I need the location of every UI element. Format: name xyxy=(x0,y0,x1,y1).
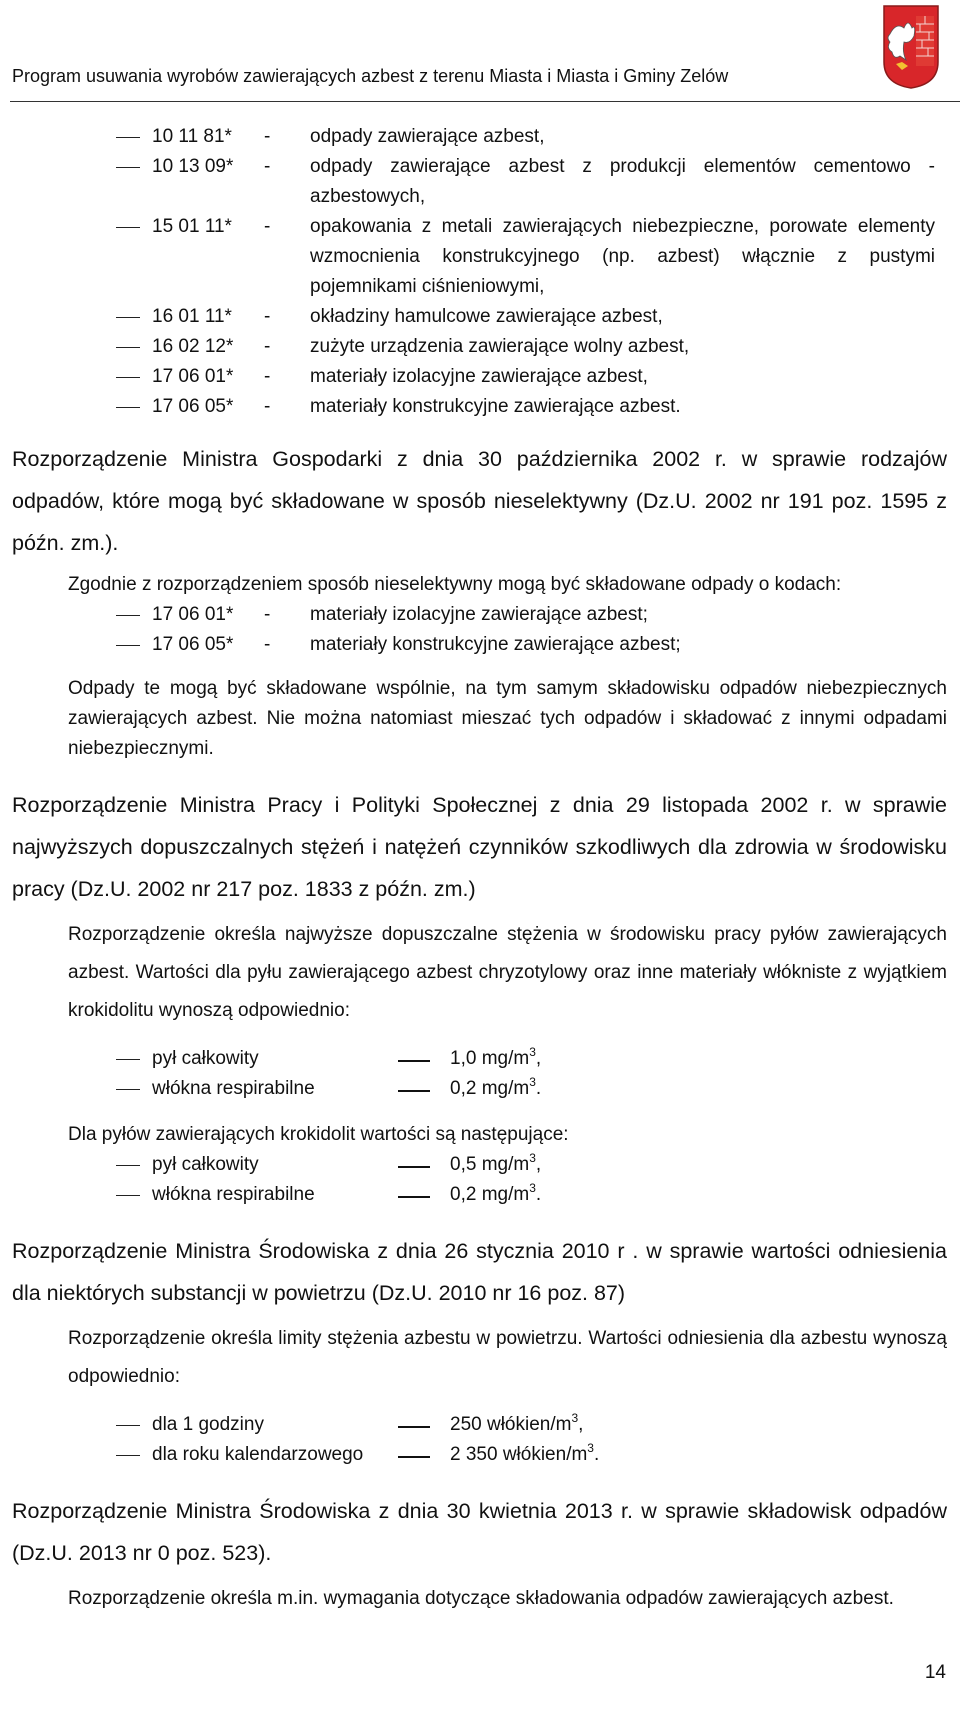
bullet-dash xyxy=(116,1044,152,1074)
list-item: 17 06 01* - materiały izolacyjne zawierające azbest, xyxy=(12,362,947,392)
bullet-dash xyxy=(116,302,152,332)
list-item: 10 11 81* - odpady zawierające azbest, xyxy=(12,122,947,152)
list-item: 15 01 11* - opakowania z metali zawierających niebezpieczne, porowate elementy wzmocnienia konstrukcyjnego (np. azbest) włącznie z pustymi pojemnikami ciśnieniowymi, xyxy=(12,212,947,302)
em-dash xyxy=(398,1410,450,1440)
list-item: 17 06 05* - materiały konstrukcyjne zawierające azbest. xyxy=(12,392,947,422)
coat-of-arms-icon xyxy=(882,4,940,90)
value-row: włókna respirabilne 0,2 $mg/m^3$. xyxy=(12,1074,947,1104)
paragraph: Rozporządzenie określa najwyższe dopuszczalne stężenia w środowisku pracy pyłów zawierających azbest. Wartości dla pyłu zawierającego azbest chryzotylowy oraz inne materiały włókniste z wyjątkiem krokidolitu wynoszą odpowiednio: xyxy=(68,924,947,1021)
value-row: pył całkowity 0,5 $mg/m^3$, xyxy=(12,1150,947,1180)
value-row: pył całkowity 1,0 $mg/m^3$, xyxy=(12,1044,947,1074)
value-row: dla roku kalendarzowego 2 350 włókien/$m^3$. xyxy=(12,1440,947,1470)
value-row: włókna respirabilne 0,2 $mg/m^3$. xyxy=(12,1180,947,1210)
bullet-dash xyxy=(116,1150,152,1180)
bullet-dash xyxy=(116,122,152,152)
em-dash xyxy=(398,1440,450,1470)
list-item: 16 02 12* - zużyte urządzenia zawierające wolny azbest, xyxy=(12,332,947,362)
em-dash xyxy=(398,1150,450,1180)
bullet-dash xyxy=(116,362,152,392)
regulation-heading: Rozporządzenie Ministra Pracy i Polityki Społecznej z dnia 29 listopada 2002 r. w sprawie najwyższych dopuszczalnych stężeń i natężeń czynników szkodliwych dla zdrowia w środowisku pracy (Dz.U. 2002 nr 217 poz. 1833 z późn. zm.) xyxy=(12,793,947,901)
em-dash xyxy=(398,1180,450,1210)
regulation-heading: Rozporządzenie Ministra Środowiska z dnia 30 kwietnia 2013 r. w sprawie składowisk odpadów (Dz.U. 2013 nr 0 poz. 523). xyxy=(12,1499,947,1565)
bullet-dash xyxy=(116,1074,152,1104)
list-item: 17 06 05* - materiały konstrukcyjne zawierające azbest; xyxy=(12,630,947,660)
page-header xyxy=(0,0,960,106)
page-number: 14 xyxy=(924,1662,946,1683)
document-title: Program usuwania wyrobów zawierających azbest z terenu Miasta i Miasta i Gminy Zelów xyxy=(12,66,729,86)
header-divider xyxy=(10,101,960,102)
paragraph: Zgodnie z rozporządzeniem sposób nieselektywny mogą być składowane odpady o kodach: xyxy=(68,574,842,595)
paragraph: Odpady te mogą być składowane wspólnie, na tym samym składowisku odpadów niebezpiecznych zawierających azbest. Nie można natomiast mieszać tych odpadów i składować z innymi odpadami niebezpiecznymi. xyxy=(68,678,947,759)
list-item: 17 06 01* - materiały izolacyjne zawierające azbest; xyxy=(12,600,947,630)
paragraph: Rozporządzenie określa limity stężenia azbestu w powietrzu. Wartości odniesienia dla azbestu wynoszą odpowiednio: xyxy=(68,1328,947,1387)
paragraph: Rozporządzenie określa m.in. wymagania dotyczące składowania odpadów zawierających azbest. xyxy=(68,1588,894,1609)
bullet-dash xyxy=(116,600,152,630)
bullet-dash xyxy=(116,152,152,182)
em-dash xyxy=(398,1044,450,1074)
regulation-heading: Rozporządzenie Ministra Środowiska z dnia 26 stycznia 2010 r . w sprawie wartości odniesienia dla niektórych substancji w powietrzu (Dz.U. 2010 nr 16 poz. 87) xyxy=(12,1239,947,1305)
bullet-dash xyxy=(116,1180,152,1210)
page-content xyxy=(12,122,947,1618)
bullet-dash xyxy=(116,630,152,660)
bullet-dash xyxy=(116,1440,152,1470)
bullet-dash xyxy=(116,212,152,242)
bullet-dash xyxy=(116,332,152,362)
waste-code-list xyxy=(12,600,947,660)
list-item: 10 13 09* - odpady zawierające azbest z produkcji elementów cementowo - azbestowych, xyxy=(12,152,947,212)
bullet-dash xyxy=(116,392,152,422)
value-row: dla 1 godziny 250 włókien/$m^3$, xyxy=(12,1410,947,1440)
paragraph: Dla pyłów zawierających krokidolit wartości są następujące: xyxy=(68,1124,569,1145)
em-dash xyxy=(398,1074,450,1104)
regulation-heading: Rozporządzenie Ministra Gospodarki z dnia 30 października 2002 r. w sprawie rodzajów odpadów, które mogą być składowane w sposób nieselektywny (Dz.U. 2002 nr 191 poz. 1595 z późn. zm.). xyxy=(12,447,947,555)
waste-code-list xyxy=(12,122,947,422)
list-item: 16 01 11* - okładziny hamulcowe zawierające azbest, xyxy=(12,302,947,332)
bullet-dash xyxy=(116,1410,152,1440)
